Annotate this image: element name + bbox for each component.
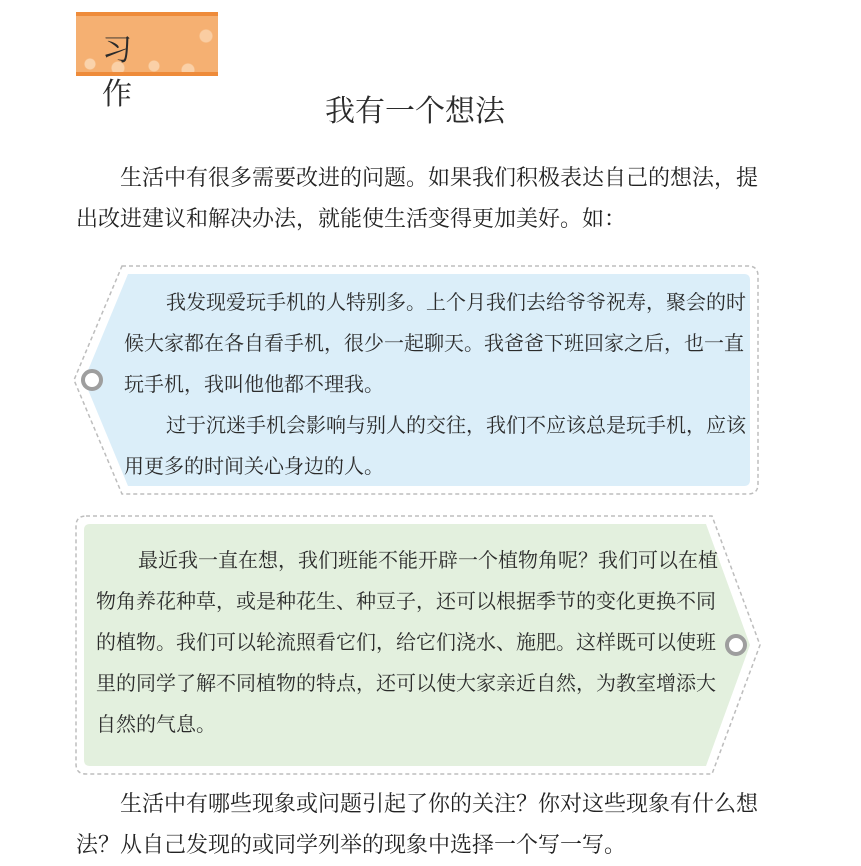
- example-card-plants: [72, 514, 762, 776]
- card-text: [96, 540, 726, 745]
- tag-hole: [81, 369, 103, 391]
- card-text: [124, 282, 754, 487]
- section-badge: [76, 12, 218, 112]
- writing-prompt: 生活中有哪些现象或问题引起了你的关注？你对这些现象有什么想法？从自己发现的或同学列举的现象中选择一个写一写。: [76, 792, 759, 858]
- tag-hole: [725, 634, 747, 656]
- card-paragraph: 过于沉迷手机会影响与别人的交往，我们不应该总是玩手机，应该用更多的时间关心身边的人。: [124, 413, 746, 478]
- intro-paragraph: 生活中有很多需要改进的问题。如果我们积极表达自己的想法，提出改进建议和解决办法，就能使生活变得更加美好。如：: [76, 166, 759, 232]
- page-title: 我有一个想法: [325, 94, 505, 129]
- example-card-phone: [72, 264, 762, 496]
- card-paragraph: 我发现爱玩手机的人特别多。上个月我们去给爷爷祝寿，聚会的时候大家都在各自看手机，很少一起聊天。我爸爸下班回家之后，也一直玩手机，我叫他他都不理我。: [124, 290, 746, 396]
- section-label: 习 作: [102, 33, 152, 112]
- card-paragraph: 最近我一直在想，我们班能不能开辟一个植物角呢？我们可以在植物角养花种草，或是种花生、种豆子，还可以根据季节的变化更换不同的植物。我们可以轮流照看它们，给它们浇水、施肥。这样既可以使班里的同学了解不同植物的特点，还可以使大家亲近自然，为教室增添大自然的气息。: [96, 548, 718, 736]
